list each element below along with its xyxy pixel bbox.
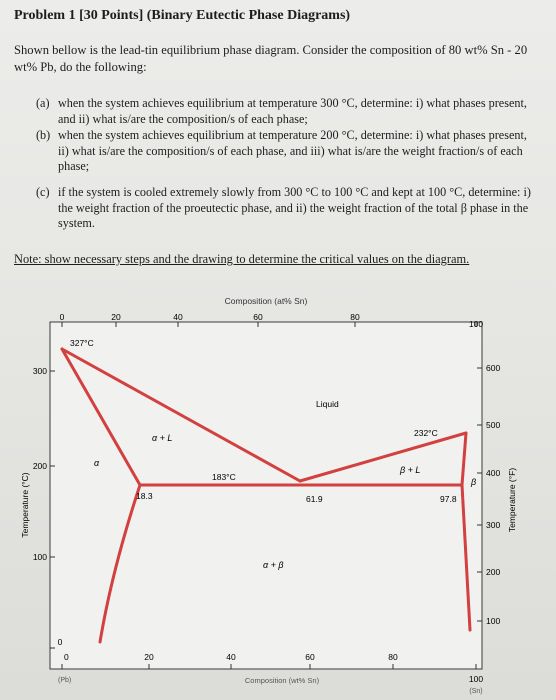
question-a-text: when the system achieves equilibrium at temperature 300 °C, determine: i) what phases present, and ii) what is/are the composition/s of each phase; — [58, 96, 527, 126]
top-tick-100: 100 — [468, 319, 484, 329]
question-a — [36, 96, 536, 127]
right-tick-500: 500 — [486, 420, 501, 430]
comp-alpha-label: 18.3 — [136, 491, 153, 501]
question-b-text: when the system achieves equilibrium at temperature 200 °C, determine: i) what phases present, ii) what is/are the composition/s of each phase, and iii) what is/are the weight fraction/s of each phase; — [58, 128, 527, 173]
note-text: Note: show necessary steps and the drawing to determine the critical values on the diagram. — [14, 252, 470, 266]
question-b — [36, 128, 536, 175]
right-tick-200: 200 — [486, 567, 501, 577]
alpha-beta-label: α + β — [263, 560, 284, 570]
problem-intro: Shown bellow is the lead-tin equilibrium phase diagram. Consider the composition of 80 wt% Sn - 20 wt% Pb, do the following: — [14, 43, 528, 74]
question-c-text: if the system is cooled extremely slowly from 300 °C to 100 °C and kept at 100 °C, determine: i) the weight fraction of the proeutectic phase, and ii) the weight fraction of the total β phase in the system. — [58, 185, 531, 230]
bottom-tick-60: 60 — [305, 652, 315, 662]
question-b-label: (b) — [36, 128, 51, 142]
sn-melt-label: 232°C — [414, 428, 438, 438]
top-tick-60: 60 — [253, 312, 263, 322]
right-axis-label: Temperature (°F) — [507, 467, 517, 533]
top-tick-0: 0 — [59, 312, 65, 322]
right-tick-100: 100 — [486, 616, 501, 626]
top-tick-80: 80 — [350, 312, 360, 322]
bottom-tick-20: 20 — [144, 652, 154, 662]
sn-label: (Sn) — [469, 688, 483, 695]
beta-region-label: β — [471, 477, 477, 487]
beta-liquid-label: β + L — [400, 465, 421, 475]
plot-frame — [50, 322, 482, 669]
comp-beta-label: 97.8 — [440, 494, 457, 504]
bottom-tick-80: 80 — [388, 652, 398, 662]
right-tick-600: 600 — [486, 363, 501, 373]
bottom-axis-label: Composition (wt% Sn) — [244, 676, 320, 685]
left-tick-0: 0 — [57, 637, 63, 647]
left-tick-300: 300 — [32, 366, 47, 376]
question-c — [36, 185, 536, 232]
bottom-tick-0: 0 — [64, 652, 69, 662]
left-tick-200: 200 — [32, 461, 47, 471]
liquid-region-label: Liquid — [316, 399, 339, 409]
left-tick-100: 100 — [32, 552, 47, 562]
question-c-label: (c) — [36, 185, 50, 199]
question-a-label: (a) — [36, 96, 50, 110]
top-tick-40: 40 — [173, 312, 183, 322]
top-axis-label: Composition (at% Sn) — [224, 296, 308, 306]
right-tick-400: 400 — [486, 468, 501, 478]
comp-eutectic-label: 61.9 — [306, 494, 323, 504]
alpha-region-label: α — [94, 458, 100, 468]
problem-title: Problem 1 [30 Points] (Binary Eutectic Phase Diagrams) — [14, 8, 351, 23]
top-tick-20: 20 — [111, 312, 121, 322]
bottom-tick-40: 40 — [226, 652, 236, 662]
alpha-liquid-label: α + L — [152, 433, 173, 443]
pb-label: (Pb) — [58, 677, 72, 684]
left-axis-label: Temperature (°C) — [20, 472, 30, 538]
right-tick-300: 300 — [486, 520, 501, 530]
bottom-tick-100: 100 — [468, 674, 484, 684]
phase-diagram — [0, 270, 556, 700]
eutectic-temp-label: 183°C — [212, 472, 236, 482]
pb-melt-label: 327°C — [70, 338, 94, 348]
